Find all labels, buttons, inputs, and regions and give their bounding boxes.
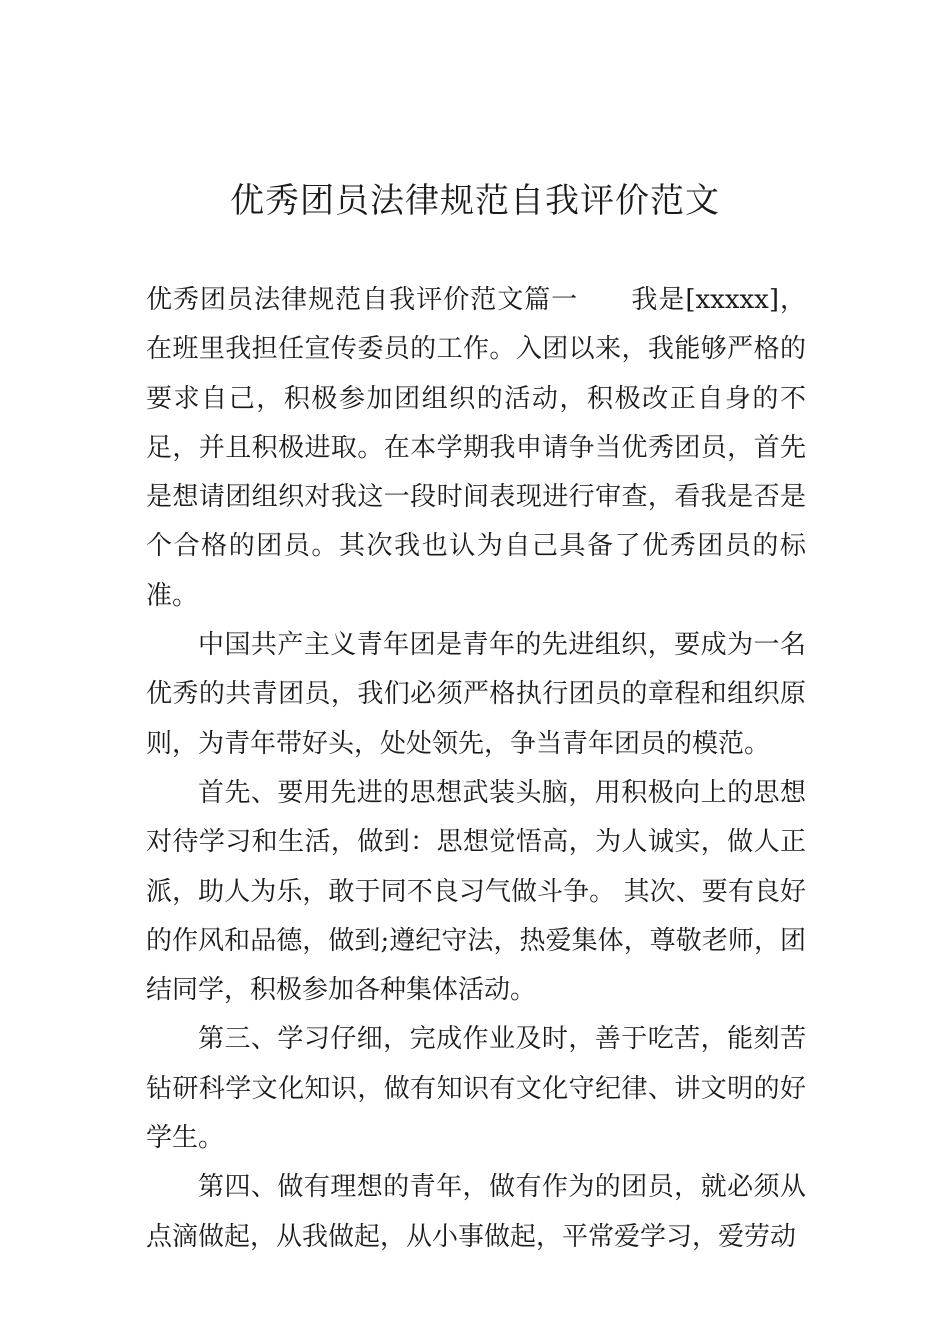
document-title: 优秀团员法律规范自我评价范文 bbox=[230, 181, 720, 221]
paragraph-4: 第三、学习仔细，完成作业及时，善于吃苦，能刻苦钻研科学文化知识，做有知识有文化守纪律、讲文明的好学生。 bbox=[146, 1024, 806, 1154]
paragraph-1-lead: 优秀团员法律规范自我评价范文篇一 bbox=[146, 285, 579, 315]
paragraph-3: 首先、要用先进的思想武装头脑，用积极向上的思想对待学习和生活，做到：思想觉悟高，为人诚实，做人正派，助人为乐，敢于同不良习气做斗争。 其次、要有良好的作风和品德，做到;遵纪守法，热爱集体，尊敬老师，团结同学，积极参加各种集体活动。 bbox=[146, 777, 806, 1006]
document-body bbox=[146, 276, 806, 1262]
paragraph-1-text: 我是[xxxxx]，在班里我担任宣传委员的工作。入团以来，我能够严格的要求自己，积极参加团组织的活动，积极改正自身的不足，并且积极进取。在本学期我申请争当优秀团员，首先是想请团组织对我这一段时间表现进行审查，看我是否是个合格的团员。其次我也认为自己具备了优秀团员的标准。 bbox=[146, 285, 806, 611]
paragraph-5: 第四、做有理想的青年，做有作为的团员，就必须从点滴做起，从我做起，从小事做起，平常爱学习，爱劳动 bbox=[146, 1172, 806, 1252]
paragraph-2: 中国共产主义青年团是青年的先进组织，要成为一名优秀的共青团员，我们必须严格执行团员的章程和组织原则，为青年带好头，处处领先，争当青年团员的模范。 bbox=[146, 630, 806, 759]
paragraph-1 bbox=[146, 276, 806, 621]
